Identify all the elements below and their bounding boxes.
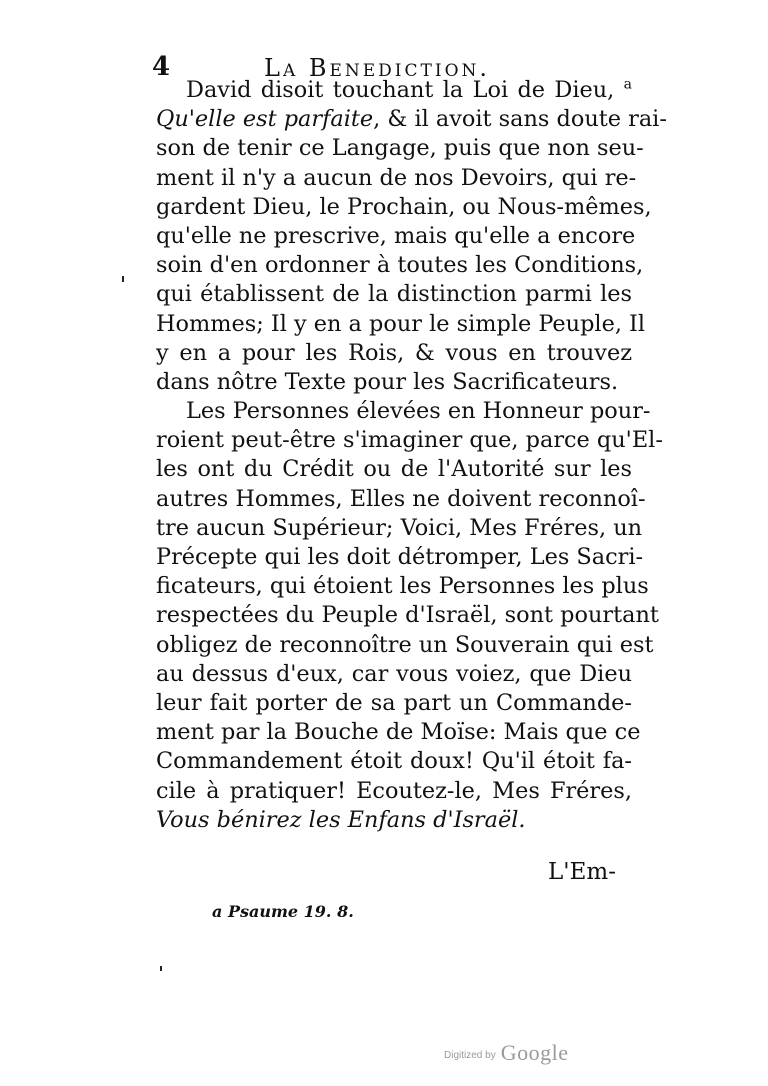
text-line: Vous bénirez les Enfans d'Israël. (156, 806, 526, 833)
watermark-brand: Google (500, 1040, 569, 1065)
text-line: qui établissent de la distinction parmi les (156, 281, 632, 308)
text-line: au dessus d'eux, car vous voiez, que Dieu (156, 660, 632, 687)
text-line: qu'elle ne prescrive, mais qu'elle a encore (156, 222, 636, 249)
text-line: roient peut-être s'imaginer que, parce qu'El- (156, 427, 663, 454)
text-line: dans nôtre Texte pour les Sacrificateurs. (156, 368, 619, 395)
text-line: Hommes; Il y en a pour le simple Peuple, Il (156, 310, 646, 337)
text-line: Précepte qui les doit détromper, Les Sacri- (156, 544, 644, 570)
text-line: son de tenir ce Langage, puis que non seu- (156, 135, 644, 162)
ink-speck (160, 966, 162, 971)
page-number: 4 (152, 52, 171, 82)
text-line: leur fait porter de sa part un Commande- (156, 689, 632, 716)
catchword: L'Em- (548, 859, 616, 885)
text-line: ment il n'y a aucun de nos Devoirs, qui re- (156, 164, 637, 191)
body-text (156, 76, 667, 835)
text-line: Les Personnes élevées en Honneur pour- (186, 398, 651, 425)
text-line: ficateurs, qui étoient les Personnes les plus (156, 573, 649, 600)
text-line: Commandement étoit doux! Qu'il étoit fa- (156, 748, 632, 775)
digitization-watermark (444, 1040, 569, 1066)
text-line: obligez de reconnoître un Souverain qui est (156, 631, 654, 658)
text-line: tre aucun Supérieur; Voici, Mes Fréres, un (156, 514, 643, 541)
text-line: autres Hommes, Elles ne doivent reconnoî- (156, 485, 646, 512)
text-line: gardent Dieu, le Prochain, ou Nous-mêmes, (156, 193, 652, 220)
ink-speck (122, 276, 124, 282)
italic-quote: Qu'elle est parfaite (156, 106, 374, 133)
text-line: soin d'en ordonner à toutes les Conditions, (156, 252, 644, 279)
watermark-prefix: Digitized by (444, 1050, 496, 1061)
footnote-marker: a (623, 76, 633, 93)
text-line: cile à pratiquer! Ecoutez-le, Mes Fréres, (156, 777, 632, 804)
running-title: La Benediction. (264, 54, 491, 82)
text-line: Qu'elle est parfaite, & il avoit sans doute rai- (156, 106, 667, 133)
text-line: ment par la Bouche de Moïse: Mais que ce (156, 719, 641, 746)
footnote: a Psaume 19. 8. (212, 902, 354, 921)
text-line: David disoit touchant la Loi de Dieu, $^a$ (186, 76, 633, 103)
text-line: y en a pour les Rois, & vous en trouvez (156, 339, 632, 366)
text-line: les ont du Crédit ou de l'Autorité sur les (156, 456, 632, 483)
text-line: respectées du Peuple d'Israël, sont pourtant (156, 602, 659, 629)
